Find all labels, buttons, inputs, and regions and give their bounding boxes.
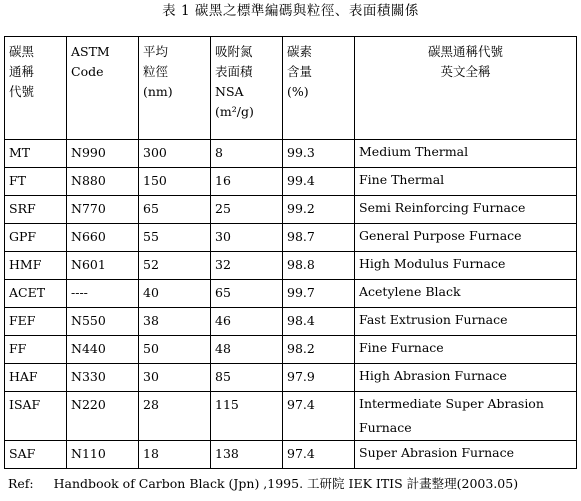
cell-english-name: High Modulus Furnace bbox=[355, 252, 577, 280]
cell-astm-code: N601 bbox=[67, 252, 139, 280]
cell-common-code: MT bbox=[5, 140, 67, 168]
header-line: 粒徑 bbox=[143, 64, 169, 79]
cell-nitrogen-surface-area: 115 bbox=[211, 392, 283, 441]
cell-astm-code: N440 bbox=[67, 336, 139, 364]
cell-english-name: Acetylene Black bbox=[355, 280, 577, 308]
header-line: ASTM bbox=[71, 44, 110, 59]
cell-nitrogen-surface-area: 138 bbox=[211, 441, 283, 469]
table-row bbox=[5, 168, 577, 196]
cell-particle-size: 65 bbox=[139, 196, 211, 224]
cell-common-code: FF bbox=[5, 336, 67, 364]
cell-english-name: Fast Extrusion Furnace bbox=[355, 308, 577, 336]
reference-footer bbox=[8, 475, 518, 493]
header-line: 代號 bbox=[9, 84, 35, 99]
header-line: (nm) bbox=[143, 84, 173, 99]
header-line: 平均 bbox=[143, 44, 169, 59]
header-carbon-content bbox=[283, 37, 355, 140]
cell-english-name: General Purpose Furnace bbox=[355, 224, 577, 252]
cell-common-code: ACET bbox=[5, 280, 67, 308]
cell-carbon-content: 98.8 bbox=[283, 252, 355, 280]
cell-particle-size: 300 bbox=[139, 140, 211, 168]
cell-astm-code: ---- bbox=[67, 280, 139, 308]
cell-common-code: HAF bbox=[5, 364, 67, 392]
header-line: 表面積 bbox=[215, 64, 253, 79]
cell-common-code: FEF bbox=[5, 308, 67, 336]
cell-astm-code: N330 bbox=[67, 364, 139, 392]
cell-particle-size: 38 bbox=[139, 308, 211, 336]
cell-carbon-content: 98.2 bbox=[283, 336, 355, 364]
header-common-code bbox=[5, 37, 67, 140]
cell-nitrogen-surface-area: 65 bbox=[211, 280, 283, 308]
cell-english-name: Super Abrasion Furnace bbox=[355, 441, 577, 469]
cell-nitrogen-surface-area: 46 bbox=[211, 308, 283, 336]
cell-particle-size: 150 bbox=[139, 168, 211, 196]
header-line: 碳黑通稱代號 bbox=[427, 44, 503, 59]
cell-astm-code: N880 bbox=[67, 168, 139, 196]
cell-common-code: FT bbox=[5, 168, 67, 196]
cell-common-code: GPF bbox=[5, 224, 67, 252]
cell-astm-code: N660 bbox=[67, 224, 139, 252]
header-line: 碳素 bbox=[287, 44, 313, 59]
reference-label: Ref: bbox=[8, 476, 34, 491]
header-english-name bbox=[355, 37, 577, 140]
cell-carbon-content: 97.9 bbox=[283, 364, 355, 392]
header-line: 含量 bbox=[287, 64, 313, 79]
cell-particle-size: 50 bbox=[139, 336, 211, 364]
table-caption: 表 1 碳黑之標準編碼與粒徑、表面積關係 bbox=[162, 3, 419, 19]
cell-particle-size: 30 bbox=[139, 364, 211, 392]
cell-english-name: Fine Thermal bbox=[355, 168, 577, 196]
header-line: 碳黑 bbox=[9, 44, 35, 59]
cell-nitrogen-surface-area: 16 bbox=[211, 168, 283, 196]
cell-carbon-content: 97.4 bbox=[283, 392, 355, 441]
carbon-black-table bbox=[4, 36, 577, 469]
table-row bbox=[5, 196, 577, 224]
cell-particle-size: 40 bbox=[139, 280, 211, 308]
cell-carbon-content: 99.7 bbox=[283, 280, 355, 308]
cell-particle-size: 52 bbox=[139, 252, 211, 280]
header-line: NSA bbox=[215, 84, 244, 99]
cell-english-name: Intermediate Super Abrasion Furnace bbox=[355, 392, 577, 441]
table-body bbox=[5, 140, 577, 469]
cell-common-code: SRF bbox=[5, 196, 67, 224]
table-row bbox=[5, 252, 577, 280]
cell-carbon-content: 97.4 bbox=[283, 441, 355, 469]
table-row bbox=[5, 280, 577, 308]
header-line: Code bbox=[71, 64, 104, 79]
header-line: (m²/g) bbox=[215, 104, 254, 119]
table-row bbox=[5, 364, 577, 392]
cell-nitrogen-surface-area: 25 bbox=[211, 196, 283, 224]
cell-nitrogen-surface-area: 8 bbox=[211, 140, 283, 168]
cell-astm-code: N990 bbox=[67, 140, 139, 168]
cell-astm-code: N770 bbox=[67, 196, 139, 224]
cell-astm-code: N220 bbox=[67, 392, 139, 441]
header-line: 吸附氮 bbox=[215, 44, 253, 59]
cell-english-name: Semi Reinforcing Furnace bbox=[355, 196, 577, 224]
cell-english-name: Fine Furnace bbox=[355, 336, 577, 364]
cell-english-name: Medium Thermal bbox=[355, 140, 577, 168]
cell-common-code: SAF bbox=[5, 441, 67, 469]
table-row bbox=[5, 308, 577, 336]
cell-common-code: ISAF bbox=[5, 392, 67, 441]
cell-carbon-content: 99.3 bbox=[283, 140, 355, 168]
table-row bbox=[5, 392, 577, 441]
header-line: 通稱 bbox=[9, 64, 35, 79]
cell-common-code: HMF bbox=[5, 252, 67, 280]
cell-astm-code: N110 bbox=[67, 441, 139, 469]
cell-nitrogen-surface-area: 48 bbox=[211, 336, 283, 364]
table-row bbox=[5, 336, 577, 364]
cell-particle-size: 18 bbox=[139, 441, 211, 469]
cell-carbon-content: 99.2 bbox=[283, 196, 355, 224]
cell-carbon-content: 98.7 bbox=[283, 224, 355, 252]
cell-english-name: High Abrasion Furnace bbox=[355, 364, 577, 392]
cell-particle-size: 55 bbox=[139, 224, 211, 252]
cell-nitrogen-surface-area: 85 bbox=[211, 364, 283, 392]
table-row bbox=[5, 140, 577, 168]
cell-nitrogen-surface-area: 32 bbox=[211, 252, 283, 280]
header-nitrogen-surface-area bbox=[211, 37, 283, 140]
cell-nitrogen-surface-area: 30 bbox=[211, 224, 283, 252]
cell-astm-code: N550 bbox=[67, 308, 139, 336]
header-astm-code bbox=[67, 37, 139, 140]
table-row bbox=[5, 441, 577, 469]
header-line: 英文全稱 bbox=[440, 64, 491, 79]
header-particle-size bbox=[139, 37, 211, 140]
cell-carbon-content: 98.4 bbox=[283, 308, 355, 336]
reference-text: Handbook of Carbon Black (Jpn) ,1995. 工研院 IEK ITIS 計畫整理(2003.05) bbox=[53, 476, 519, 491]
header-line: (%) bbox=[287, 84, 309, 99]
cell-carbon-content: 99.4 bbox=[283, 168, 355, 196]
table-row bbox=[5, 224, 577, 252]
cell-particle-size: 28 bbox=[139, 392, 211, 441]
table-header-row bbox=[5, 37, 577, 140]
